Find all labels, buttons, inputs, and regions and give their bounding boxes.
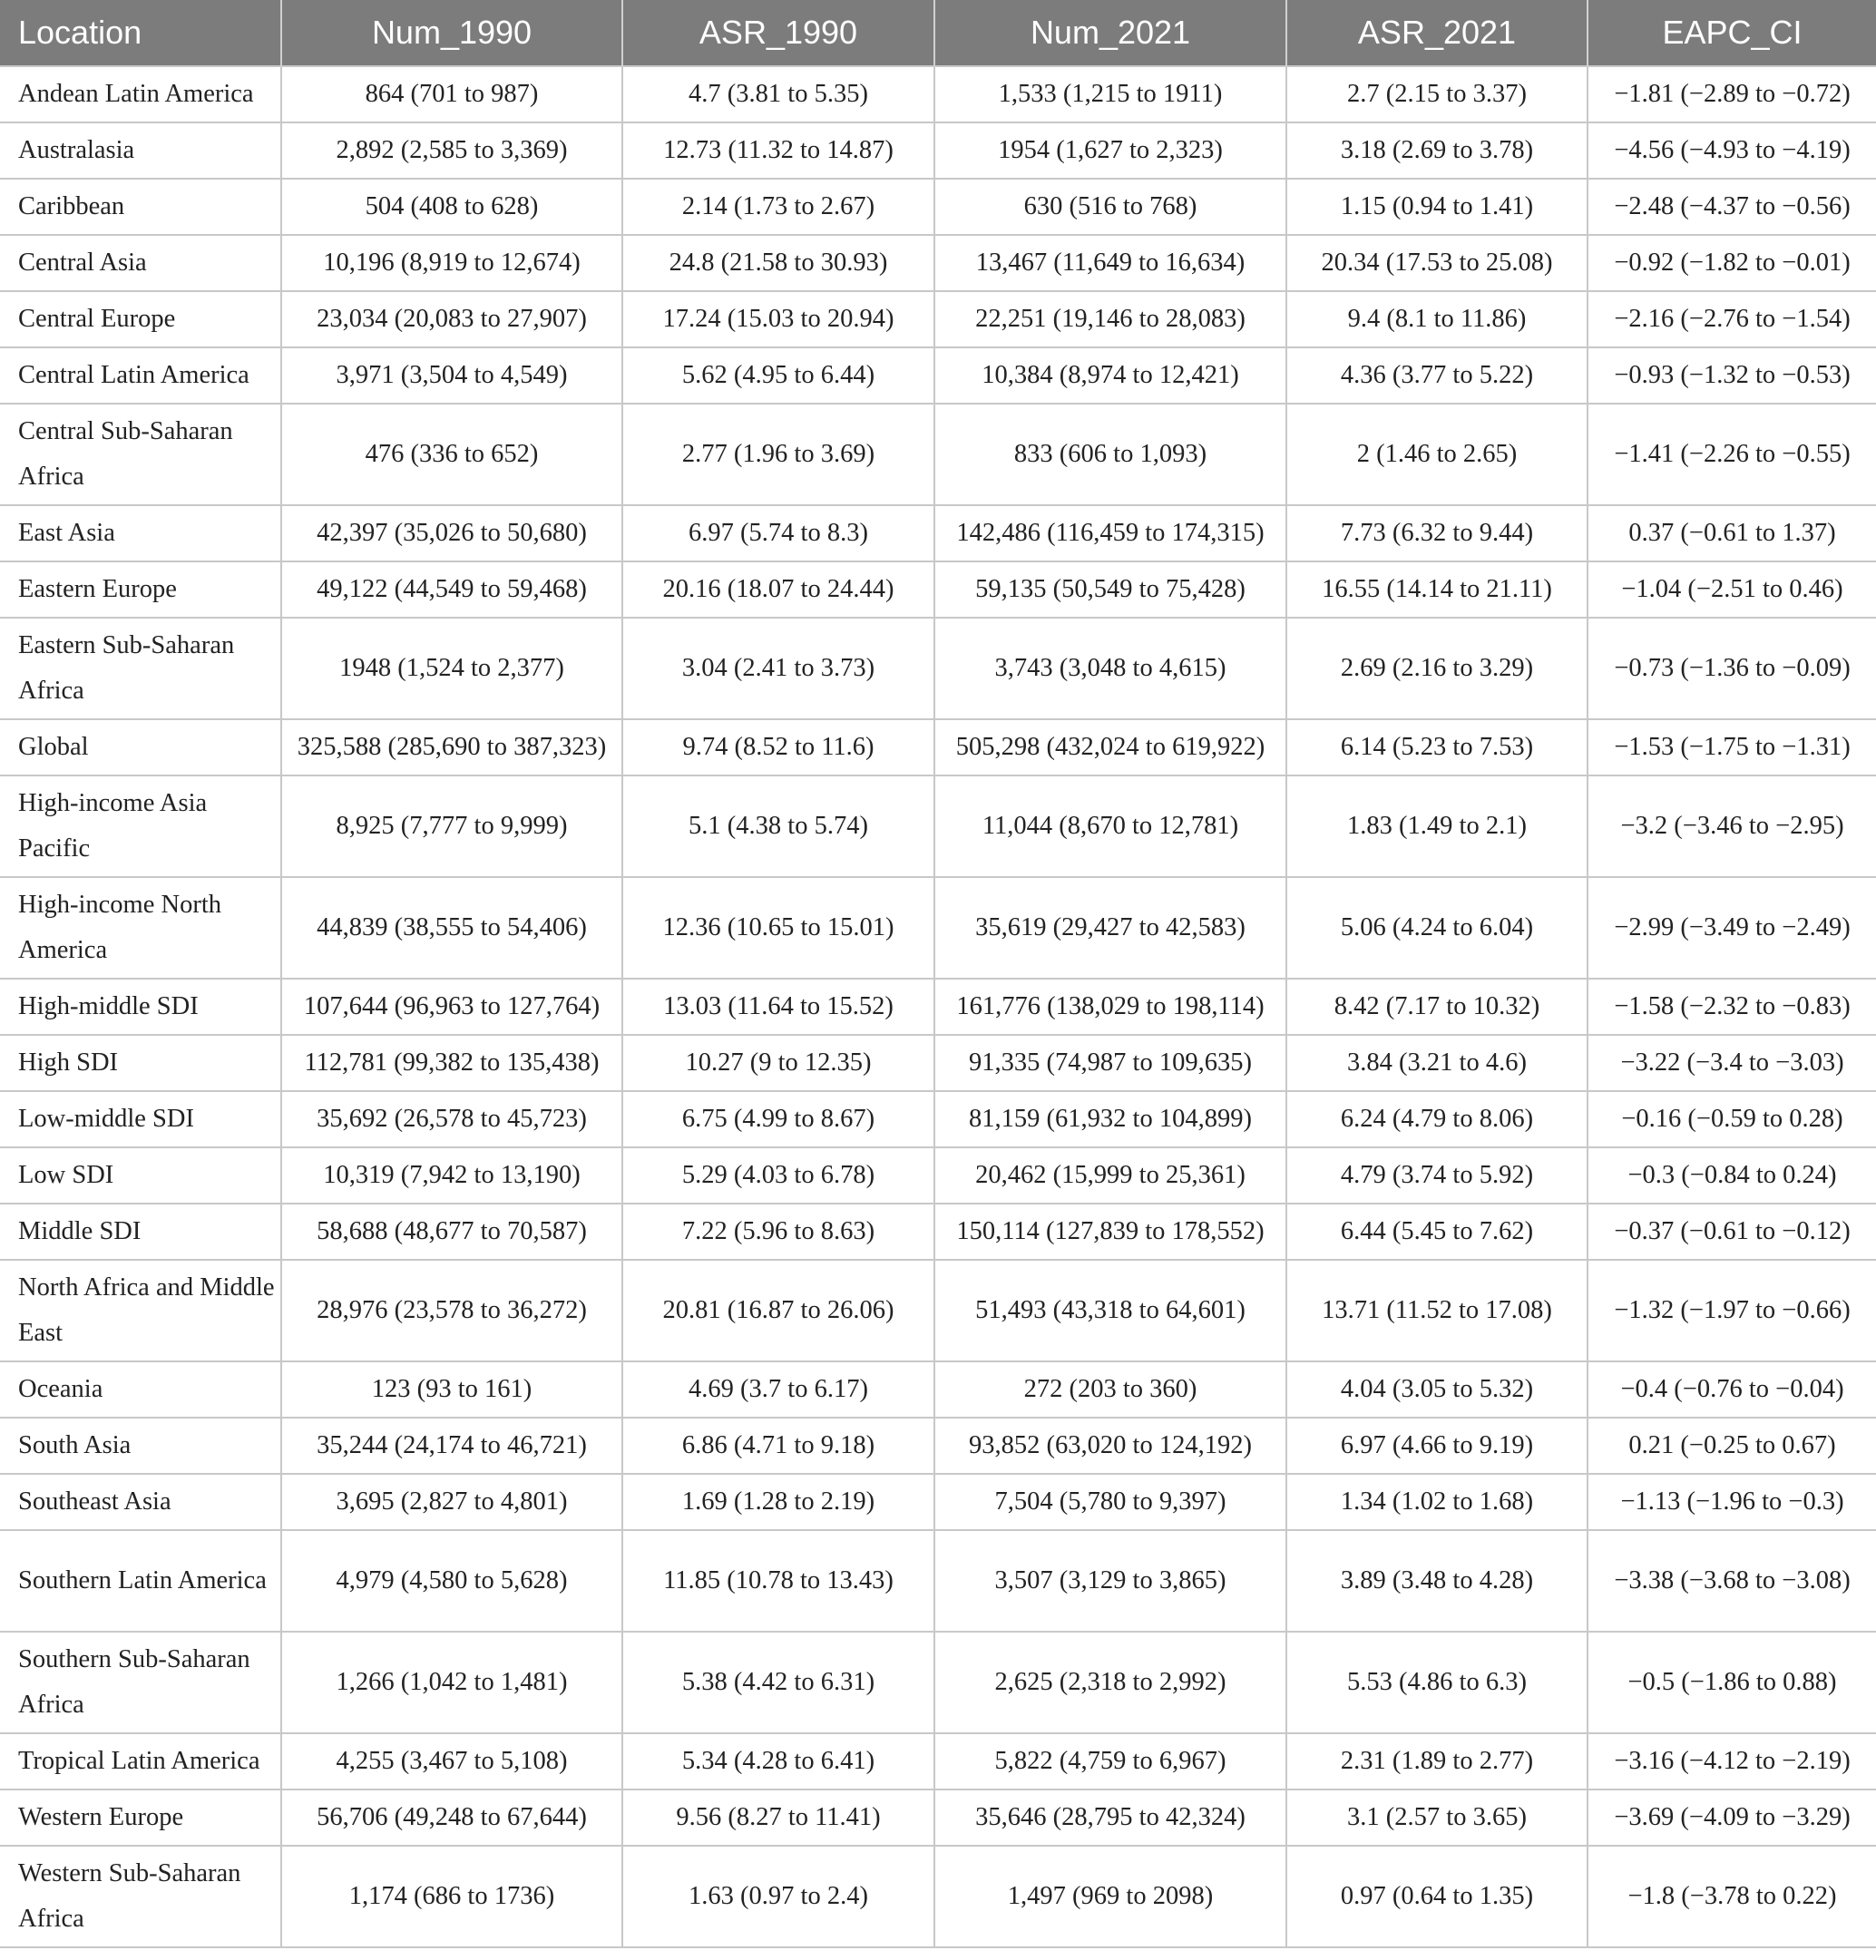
- cell-eapc-ci: −0.93 (−1.32 to −0.53): [1588, 347, 1876, 404]
- cell-eapc-ci: −3.22 (−3.4 to −3.03): [1588, 1035, 1876, 1091]
- cell-location: Global: [0, 719, 281, 775]
- table-row: [0, 291, 1876, 347]
- cell-location: Eastern Europe: [0, 561, 281, 618]
- cell-num-2021: 10,384 (8,974 to 12,421): [934, 347, 1286, 404]
- cell-asr-1990: 10.27 (9 to 12.35): [622, 1035, 934, 1091]
- header-asr-1990: ASR_1990: [622, 0, 934, 66]
- cell-num-1990: 2,892 (2,585 to 3,369): [281, 122, 622, 179]
- cell-num-2021: 1,533 (1,215 to 1911): [934, 66, 1286, 122]
- table-row: [0, 347, 1876, 404]
- cell-asr-2021: 5.53 (4.86 to 6.3): [1286, 1632, 1588, 1733]
- cell-asr-1990: 3.04 (2.41 to 3.73): [622, 618, 934, 719]
- header-num-2021: Num_2021: [934, 0, 1286, 66]
- cell-location: Central Latin America: [0, 347, 281, 404]
- cell-num-2021: 2,625 (2,318 to 2,992): [934, 1632, 1286, 1733]
- cell-eapc-ci: −0.92 (−1.82 to −0.01): [1588, 235, 1876, 291]
- cell-eapc-ci: −4.56 (−4.93 to −4.19): [1588, 122, 1876, 179]
- table-row: [0, 1733, 1876, 1789]
- cell-num-1990: 56,706 (49,248 to 67,644): [281, 1789, 622, 1846]
- cell-num-1990: 4,979 (4,580 to 5,628): [281, 1530, 622, 1632]
- cell-num-2021: 1954 (1,627 to 2,323): [934, 122, 1286, 179]
- header-eapc-ci: EAPC_CI: [1588, 0, 1876, 66]
- cell-asr-2021: 2.7 (2.15 to 3.37): [1286, 66, 1588, 122]
- cell-eapc-ci: −3.16 (−4.12 to −2.19): [1588, 1733, 1876, 1789]
- cell-num-2021: 35,646 (28,795 to 42,324): [934, 1789, 1286, 1846]
- cell-num-2021: 630 (516 to 768): [934, 179, 1286, 235]
- cell-num-1990: 58,688 (48,677 to 70,587): [281, 1204, 622, 1260]
- cell-eapc-ci: −1.04 (−2.51 to 0.46): [1588, 561, 1876, 618]
- cell-asr-2021: 3.1 (2.57 to 3.65): [1286, 1789, 1588, 1846]
- table-row: [0, 1361, 1876, 1418]
- cell-asr-1990: 1.63 (0.97 to 2.4): [622, 1846, 934, 1947]
- cell-num-1990: 1948 (1,524 to 2,377): [281, 618, 622, 719]
- cell-num-1990: 3,971 (3,504 to 4,549): [281, 347, 622, 404]
- cell-asr-1990: 5.29 (4.03 to 6.78): [622, 1147, 934, 1204]
- cell-num-1990: 112,781 (99,382 to 135,438): [281, 1035, 622, 1091]
- cell-asr-1990: 1.69 (1.28 to 2.19): [622, 1474, 934, 1530]
- cell-num-1990: 44,839 (38,555 to 54,406): [281, 877, 622, 979]
- cell-asr-2021: 4.36 (3.77 to 5.22): [1286, 347, 1588, 404]
- cell-asr-2021: 2.69 (2.16 to 3.29): [1286, 618, 1588, 719]
- cell-asr-1990: 17.24 (15.03 to 20.94): [622, 291, 934, 347]
- table-row: [0, 1147, 1876, 1204]
- cell-num-1990: 864 (701 to 987): [281, 66, 622, 122]
- cell-location: Southeast Asia: [0, 1474, 281, 1530]
- table-row: [0, 122, 1876, 179]
- cell-eapc-ci: −0.73 (−1.36 to −0.09): [1588, 618, 1876, 719]
- cell-asr-2021: 5.06 (4.24 to 6.04): [1286, 877, 1588, 979]
- cell-num-2021: 11,044 (8,670 to 12,781): [934, 775, 1286, 877]
- cell-asr-2021: 1.34 (1.02 to 1.68): [1286, 1474, 1588, 1530]
- cell-asr-2021: 4.79 (3.74 to 5.92): [1286, 1147, 1588, 1204]
- cell-num-2021: 5,822 (4,759 to 6,967): [934, 1733, 1286, 1789]
- cell-location: North Africa and Middle East: [0, 1260, 281, 1361]
- cell-eapc-ci: 0.21 (−0.25 to 0.67): [1588, 1418, 1876, 1474]
- header-location: Location: [0, 0, 281, 66]
- table-row: [0, 719, 1876, 775]
- cell-asr-2021: 3.84 (3.21 to 4.6): [1286, 1035, 1588, 1091]
- table-row: [0, 979, 1876, 1035]
- cell-eapc-ci: −0.16 (−0.59 to 0.28): [1588, 1091, 1876, 1147]
- cell-asr-2021: 9.4 (8.1 to 11.86): [1286, 291, 1588, 347]
- cell-asr-1990: 2.77 (1.96 to 3.69): [622, 404, 934, 505]
- cell-asr-1990: 5.38 (4.42 to 6.31): [622, 1632, 934, 1733]
- cell-location: Eastern Sub-Saharan Africa: [0, 618, 281, 719]
- cell-asr-1990: 12.36 (10.65 to 15.01): [622, 877, 934, 979]
- header-num-1990: Num_1990: [281, 0, 622, 66]
- cell-num-1990: 325,588 (285,690 to 387,323): [281, 719, 622, 775]
- cell-asr-2021: 0.97 (0.64 to 1.35): [1286, 1846, 1588, 1947]
- table-row: [0, 179, 1876, 235]
- cell-eapc-ci: −1.58 (−2.32 to −0.83): [1588, 979, 1876, 1035]
- cell-eapc-ci: −1.81 (−2.89 to −0.72): [1588, 66, 1876, 122]
- cell-location: Central Sub-Saharan Africa: [0, 404, 281, 505]
- cell-num-2021: 161,776 (138,029 to 198,114): [934, 979, 1286, 1035]
- cell-asr-2021: 6.44 (5.45 to 7.62): [1286, 1204, 1588, 1260]
- cell-location: High SDI: [0, 1035, 281, 1091]
- cell-num-1990: 49,122 (44,549 to 59,468): [281, 561, 622, 618]
- cell-asr-1990: 6.86 (4.71 to 9.18): [622, 1418, 934, 1474]
- cell-eapc-ci: −1.32 (−1.97 to −0.66): [1588, 1260, 1876, 1361]
- cell-location: Middle SDI: [0, 1204, 281, 1260]
- cell-location: High-income Asia Pacific: [0, 775, 281, 877]
- cell-location: Western Europe: [0, 1789, 281, 1846]
- cell-num-1990: 35,244 (24,174 to 46,721): [281, 1418, 622, 1474]
- table-row: [0, 1789, 1876, 1846]
- table-row: [0, 1418, 1876, 1474]
- cell-eapc-ci: −0.37 (−0.61 to −0.12): [1588, 1204, 1876, 1260]
- cell-num-1990: 107,644 (96,963 to 127,764): [281, 979, 622, 1035]
- cell-num-2021: 150,114 (127,839 to 178,552): [934, 1204, 1286, 1260]
- cell-location: High-income North America: [0, 877, 281, 979]
- cell-asr-1990: 24.8 (21.58 to 30.93): [622, 235, 934, 291]
- cell-asr-1990: 20.81 (16.87 to 26.06): [622, 1260, 934, 1361]
- cell-location: Oceania: [0, 1361, 281, 1418]
- cell-eapc-ci: −1.8 (−3.78 to 0.22): [1588, 1846, 1876, 1947]
- cell-asr-2021: 7.73 (6.32 to 9.44): [1286, 505, 1588, 561]
- cell-num-1990: 10,196 (8,919 to 12,674): [281, 235, 622, 291]
- cell-num-2021: 13,467 (11,649 to 16,634): [934, 235, 1286, 291]
- cell-location: Low-middle SDI: [0, 1091, 281, 1147]
- cell-num-1990: 35,692 (26,578 to 45,723): [281, 1091, 622, 1147]
- cell-asr-2021: 6.24 (4.79 to 8.06): [1286, 1091, 1588, 1147]
- table-row: [0, 1091, 1876, 1147]
- table-row: [0, 1035, 1876, 1091]
- cell-num-2021: 35,619 (29,427 to 42,583): [934, 877, 1286, 979]
- cell-asr-1990: 5.62 (4.95 to 6.44): [622, 347, 934, 404]
- cell-asr-1990: 9.56 (8.27 to 11.41): [622, 1789, 934, 1846]
- table-row: [0, 235, 1876, 291]
- cell-asr-1990: 12.73 (11.32 to 14.87): [622, 122, 934, 179]
- cell-num-2021: 81,159 (61,932 to 104,899): [934, 1091, 1286, 1147]
- table-row: [0, 561, 1876, 618]
- cell-asr-2021: 1.83 (1.49 to 2.1): [1286, 775, 1588, 877]
- cell-asr-1990: 11.85 (10.78 to 13.43): [622, 1530, 934, 1632]
- cell-asr-2021: 20.34 (17.53 to 25.08): [1286, 235, 1588, 291]
- cell-num-2021: 3,507 (3,129 to 3,865): [934, 1530, 1286, 1632]
- cell-asr-2021: 13.71 (11.52 to 17.08): [1286, 1260, 1588, 1361]
- cell-eapc-ci: −3.2 (−3.46 to −2.95): [1588, 775, 1876, 877]
- cell-location: Andean Latin America: [0, 66, 281, 122]
- cell-location: High-middle SDI: [0, 979, 281, 1035]
- cell-asr-1990: 13.03 (11.64 to 15.52): [622, 979, 934, 1035]
- cell-num-1990: 28,976 (23,578 to 36,272): [281, 1260, 622, 1361]
- cell-num-2021: 91,335 (74,987 to 109,635): [934, 1035, 1286, 1091]
- cell-location: East Asia: [0, 505, 281, 561]
- cell-num-1990: 3,695 (2,827 to 4,801): [281, 1474, 622, 1530]
- cell-num-2021: 142,486 (116,459 to 174,315): [934, 505, 1286, 561]
- cell-num-1990: 10,319 (7,942 to 13,190): [281, 1147, 622, 1204]
- table-row: [0, 877, 1876, 979]
- header-row: [0, 0, 1876, 66]
- cell-location: Tropical Latin America: [0, 1733, 281, 1789]
- table-body: [0, 66, 1876, 1947]
- cell-num-2021: 505,298 (432,024 to 619,922): [934, 719, 1286, 775]
- cell-location: Australasia: [0, 122, 281, 179]
- cell-asr-2021: 4.04 (3.05 to 5.32): [1286, 1361, 1588, 1418]
- cell-asr-2021: 6.97 (4.66 to 9.19): [1286, 1418, 1588, 1474]
- cell-asr-2021: 2.31 (1.89 to 2.77): [1286, 1733, 1588, 1789]
- table-row: [0, 618, 1876, 719]
- cell-asr-2021: 16.55 (14.14 to 21.11): [1286, 561, 1588, 618]
- cell-num-2021: 20,462 (15,999 to 25,361): [934, 1147, 1286, 1204]
- cell-asr-1990: 9.74 (8.52 to 11.6): [622, 719, 934, 775]
- cell-location: Southern Sub-Saharan Africa: [0, 1632, 281, 1733]
- table-header: [0, 0, 1876, 66]
- cell-eapc-ci: −0.3 (−0.84 to 0.24): [1588, 1147, 1876, 1204]
- cell-location: Caribbean: [0, 179, 281, 235]
- cell-asr-1990: 6.97 (5.74 to 8.3): [622, 505, 934, 561]
- cell-eapc-ci: −0.4 (−0.76 to −0.04): [1588, 1361, 1876, 1418]
- cell-location: Southern Latin America: [0, 1530, 281, 1632]
- table-row: [0, 1530, 1876, 1632]
- cell-eapc-ci: −1.13 (−1.96 to −0.3): [1588, 1474, 1876, 1530]
- cell-eapc-ci: −0.5 (−1.86 to 0.88): [1588, 1632, 1876, 1733]
- cell-eapc-ci: −2.16 (−2.76 to −1.54): [1588, 291, 1876, 347]
- cell-num-1990: 476 (336 to 652): [281, 404, 622, 505]
- header-asr-2021: ASR_2021: [1286, 0, 1588, 66]
- cell-num-1990: 1,174 (686 to 1736): [281, 1846, 622, 1947]
- cell-num-2021: 833 (606 to 1,093): [934, 404, 1286, 505]
- cell-num-2021: 7,504 (5,780 to 9,397): [934, 1474, 1286, 1530]
- cell-asr-1990: 6.75 (4.99 to 8.67): [622, 1091, 934, 1147]
- table-row: [0, 1632, 1876, 1733]
- cell-num-1990: 123 (93 to 161): [281, 1361, 622, 1418]
- cell-location: Central Europe: [0, 291, 281, 347]
- cell-num-1990: 8,925 (7,777 to 9,999): [281, 775, 622, 877]
- cell-num-2021: 272 (203 to 360): [934, 1361, 1286, 1418]
- cell-asr-2021: 3.18 (2.69 to 3.78): [1286, 122, 1588, 179]
- cell-num-2021: 1,497 (969 to 2098): [934, 1846, 1286, 1947]
- cell-asr-2021: 1.15 (0.94 to 1.41): [1286, 179, 1588, 235]
- cell-eapc-ci: 0.37 (−0.61 to 1.37): [1588, 505, 1876, 561]
- cell-num-1990: 23,034 (20,083 to 27,907): [281, 291, 622, 347]
- cell-eapc-ci: −3.69 (−4.09 to −3.29): [1588, 1789, 1876, 1846]
- table-row: [0, 775, 1876, 877]
- table-row: [0, 1260, 1876, 1361]
- cell-asr-1990: 4.7 (3.81 to 5.35): [622, 66, 934, 122]
- cell-asr-1990: 7.22 (5.96 to 8.63): [622, 1204, 934, 1260]
- cell-num-1990: 1,266 (1,042 to 1,481): [281, 1632, 622, 1733]
- cell-asr-1990: 4.69 (3.7 to 6.17): [622, 1361, 934, 1418]
- cell-location: Low SDI: [0, 1147, 281, 1204]
- table-row: [0, 66, 1876, 122]
- cell-location: Western Sub-Saharan Africa: [0, 1846, 281, 1947]
- table-row: [0, 1474, 1876, 1530]
- cell-asr-2021: 2 (1.46 to 2.65): [1286, 404, 1588, 505]
- cell-location: Central Asia: [0, 235, 281, 291]
- cell-eapc-ci: −3.38 (−3.68 to −3.08): [1588, 1530, 1876, 1632]
- cell-asr-2021: 3.89 (3.48 to 4.28): [1286, 1530, 1588, 1632]
- cell-num-2021: 59,135 (50,549 to 75,428): [934, 561, 1286, 618]
- cell-eapc-ci: −2.48 (−4.37 to −0.56): [1588, 179, 1876, 235]
- cell-num-1990: 42,397 (35,026 to 50,680): [281, 505, 622, 561]
- cell-num-2021: 93,852 (63,020 to 124,192): [934, 1418, 1286, 1474]
- cell-asr-2021: 8.42 (7.17 to 10.32): [1286, 979, 1588, 1035]
- cell-asr-1990: 2.14 (1.73 to 2.67): [622, 179, 934, 235]
- cell-asr-1990: 5.34 (4.28 to 6.41): [622, 1733, 934, 1789]
- cell-asr-1990: 5.1 (4.38 to 5.74): [622, 775, 934, 877]
- cell-asr-2021: 6.14 (5.23 to 7.53): [1286, 719, 1588, 775]
- table-row: [0, 1846, 1876, 1947]
- cell-asr-1990: 20.16 (18.07 to 24.44): [622, 561, 934, 618]
- cell-eapc-ci: −1.53 (−1.75 to −1.31): [1588, 719, 1876, 775]
- cell-num-2021: 51,493 (43,318 to 64,601): [934, 1260, 1286, 1361]
- cell-eapc-ci: −1.41 (−2.26 to −0.55): [1588, 404, 1876, 505]
- cell-num-1990: 504 (408 to 628): [281, 179, 622, 235]
- table-row: [0, 505, 1876, 561]
- cell-num-2021: 22,251 (19,146 to 28,083): [934, 291, 1286, 347]
- table-row: [0, 404, 1876, 505]
- cell-location: South Asia: [0, 1418, 281, 1474]
- cell-eapc-ci: −2.99 (−3.49 to −2.49): [1588, 877, 1876, 979]
- table-row: [0, 1204, 1876, 1260]
- cell-num-2021: 3,743 (3,048 to 4,615): [934, 618, 1286, 719]
- cell-num-1990: 4,255 (3,467 to 5,108): [281, 1733, 622, 1789]
